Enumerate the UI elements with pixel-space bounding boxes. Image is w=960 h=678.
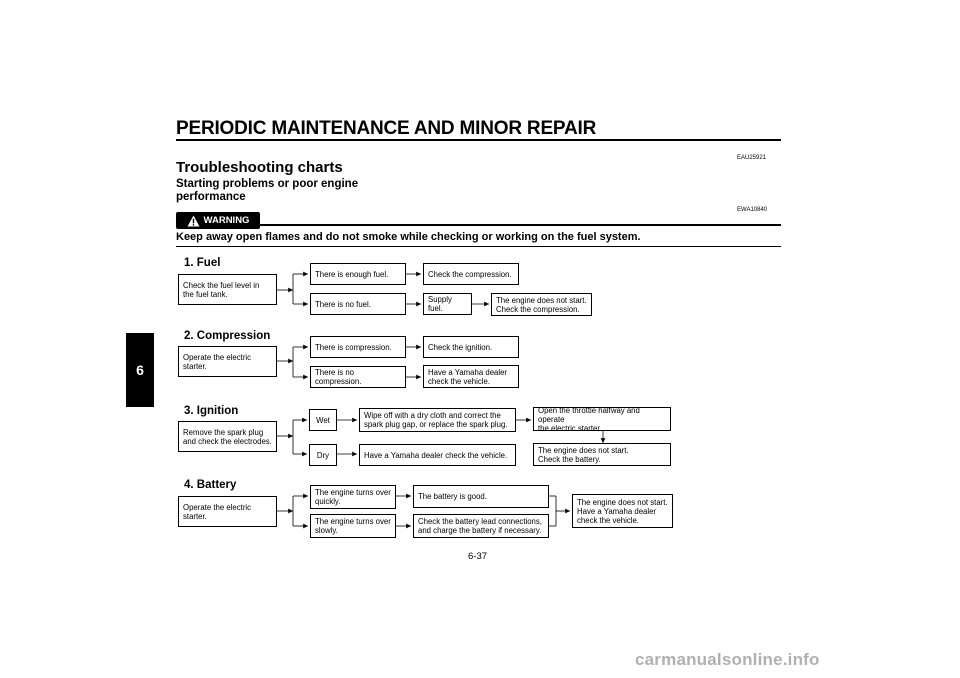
group-title-ignition: 3. Ignition [184, 405, 239, 417]
warning-label: WARNING [203, 215, 250, 226]
battery-final-box [572, 494, 673, 528]
compression-yes-result-text: Check the ignition. [428, 342, 493, 352]
ignition-dry-text: Dry [316, 450, 330, 460]
group-title-battery: 4. Battery [184, 479, 237, 491]
battery-final-text: The engine does not start. Have a Yamaha dealer check the vehicle. [577, 497, 668, 525]
fuel-no-result-text: The engine does not start. Check the compression. [496, 295, 587, 314]
section-subtitle: Starting problems or poor engine performance [176, 178, 359, 203]
fuel-yes-result-box [423, 263, 519, 285]
compression-start-text: Operate the electric starter. [183, 352, 252, 371]
ignition-wet-final-text: The engine does not start. Check the battery. [538, 445, 629, 464]
battery-slow-box [310, 514, 396, 538]
compression-yes-text: There is compression. [315, 342, 392, 352]
ignition-start-text: Remove the spark plug and check the electrodes. [183, 427, 272, 446]
ignition-wet-text: Wet [316, 415, 330, 425]
ignition-wet-result-box [533, 407, 671, 431]
section-code: EAU25921 [737, 155, 767, 161]
fuel-yes-result-text: Check the compression. [428, 269, 512, 279]
fuel-yes-box [310, 263, 406, 285]
battery-slow-result-box [413, 514, 549, 538]
battery-start-box [178, 496, 277, 527]
compression-no-text: There is no compression. [315, 368, 362, 386]
ignition-wet-action-box [359, 408, 516, 432]
compression-no-result-text: Have a Yamaha dealer check the vehicle. [428, 367, 508, 386]
group-title-compression: 2. Compression [184, 330, 271, 342]
battery-slow-result-text: Check the battery lead connections, and charge the battery if necessary. [418, 517, 542, 535]
fuel-no-result-box [491, 293, 592, 316]
header-title: PERIODIC MAINTENANCE AND MINOR REPAIR [176, 118, 597, 139]
battery-quick-box [310, 485, 396, 509]
ignition-dry-box [309, 444, 337, 466]
battery-start-text: Operate the electric starter. [183, 502, 252, 521]
battery-quick-result-text: The battery is good. [418, 492, 487, 501]
fuel-no-action-box [423, 293, 472, 315]
group-title-fuel: 1. Fuel [184, 257, 221, 269]
compression-yes-box [310, 336, 406, 358]
battery-quick-result-box [413, 485, 549, 508]
warning-code: EWA10840 [737, 207, 768, 213]
ignition-wet-action-text: Wipe off with a dry cloth and correct the spark plug gap, or replace the spark plug. [364, 411, 508, 429]
battery-quick-text: The engine turns over quickly. [315, 488, 391, 506]
compression-no-box [310, 366, 406, 388]
compression-start-box [178, 346, 277, 377]
compression-no-result-box [423, 365, 519, 388]
page-number: 6-37 [468, 551, 488, 562]
fuel-no-text: There is no fuel. [315, 299, 371, 309]
ignition-dry-result-box [359, 444, 516, 466]
fuel-no-action-text: Supply fuel. [428, 295, 452, 313]
fuel-start-box [178, 274, 277, 305]
fuel-start-text: Check the fuel level in the fuel tank. [183, 280, 260, 299]
ignition-start-box [178, 421, 277, 452]
ignition-dry-result-text: Have a Yamaha dealer check the vehicle. [364, 450, 508, 460]
ignition-wet-final-box [533, 443, 671, 466]
ignition-wet-result-text: Open the throttle halfway and operate the electric starter. [538, 405, 640, 433]
battery-slow-text: The engine turns over slowly. [315, 517, 391, 535]
compression-yes-result-box [423, 336, 519, 358]
chapter-tab: 6 [126, 333, 154, 407]
fuel-yes-text: There is enough fuel. [315, 269, 389, 279]
fuel-no-box [310, 293, 406, 315]
section-title: Troubleshooting charts [176, 159, 343, 176]
watermark: carmanualsonline.info [635, 650, 820, 669]
warning-text: Keep away open flames and do not smoke while checking or working on the fuel system. [176, 231, 641, 243]
ignition-wet-box [309, 409, 337, 431]
